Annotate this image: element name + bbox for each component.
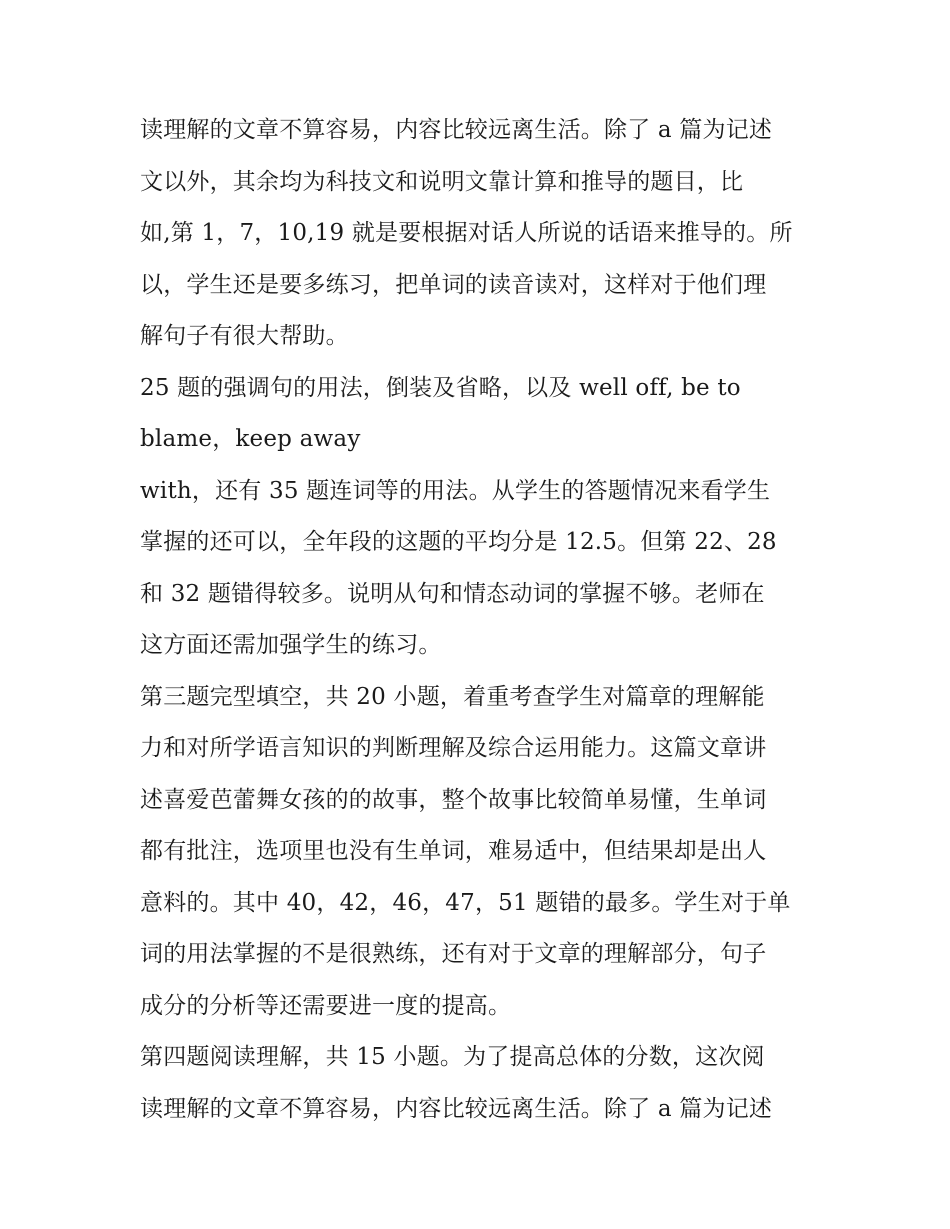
text-line: 文以外，其余均为科技文和说明文靠计算和推导的题目，比 — [140, 168, 744, 195]
text-line: 成分的分析等还需要进一度的提高。 — [140, 992, 512, 1019]
text-line: 这方面还需加强学生的练习。 — [140, 632, 442, 658]
document-body — [140, 105, 820, 1135]
text-line: 述喜爱芭蕾舞女孩的的故事，整个故事比较简单易懂，生单词 — [140, 786, 767, 813]
text-line: 解句子有很大帮助。 — [140, 323, 349, 349]
text-line: 意料的。其中 40，42，46，47，51 题错的最多。学生对于单 — [140, 889, 791, 916]
text-line: 读理解的文章不算容易，内容比较远离生活。除了 a 篇为记述 — [140, 117, 773, 143]
text-line: 25 题的强调句的用法，倒装及省略，以及 well off, be to — [140, 374, 741, 401]
text-line: 力和对所学语言知识的判断理解及综合运用能力。这篇文章讲 — [140, 735, 767, 761]
text-line: 以，学生还是要多练习，把单词的读音读对，这样对于他们理 — [140, 271, 767, 298]
text-line: 读理解的文章不算容易，内容比较远离生活。除了 a 篇为记述 — [140, 1095, 773, 1122]
text-line: 掌握的还可以，全年段的这题的平均分是 12.5。但第 22、28 — [140, 529, 777, 555]
text-line: with，还有 35 题连词等的用法。从学生的答题情况来看学生 — [140, 477, 771, 504]
text-line: blame，keep away — [140, 426, 361, 452]
text-line: 和 32 题错得较多。说明从句和情态动词的掌握不够。老师在 — [140, 580, 765, 607]
text-line: 第四题阅读理解，共 15 小题。为了提高总体的分数，这次阅 — [140, 1044, 765, 1070]
text-line: 词的用法掌握的不是很熟练，还有对于文章的理解部分，句子 — [140, 941, 767, 967]
text-line: 都有批注，选项里也没有生单词，难易适中，但结果却是出人 — [140, 838, 767, 864]
text-line: 第三题完型填空，共 20 小题，着重考查学生对篇章的理解能 — [140, 683, 765, 710]
text-line: 如,第 1，7，10,19 就是要根据对话人所说的话语来推导的。所 — [140, 220, 793, 246]
